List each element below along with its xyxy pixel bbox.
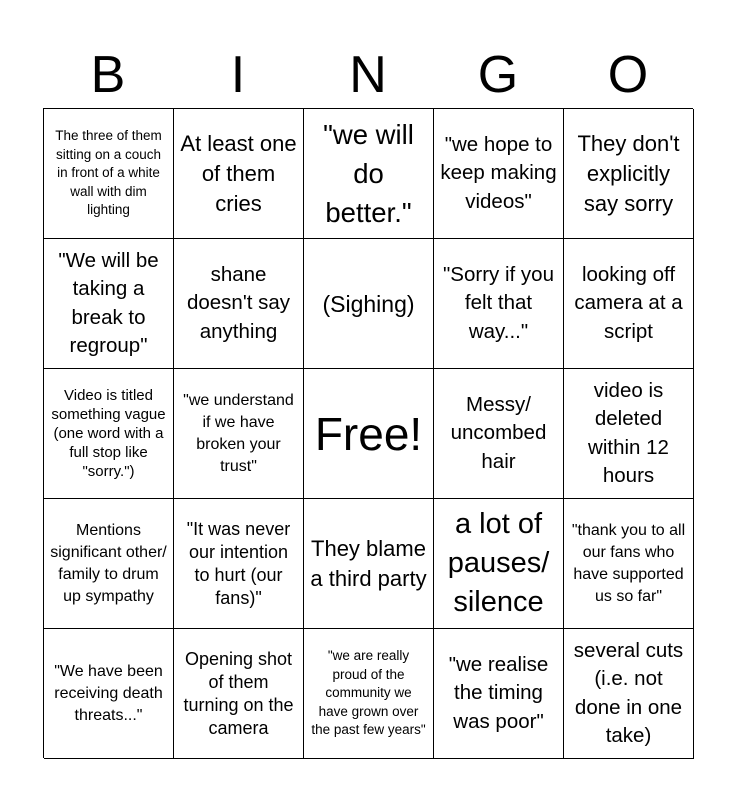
bingo-cell[interactable]: video is deleted within 12 hours bbox=[564, 369, 694, 499]
bingo-cell[interactable]: "we realise the timing was poor" bbox=[434, 629, 564, 759]
bingo-cell[interactable]: looking off camera at a script bbox=[564, 239, 694, 369]
header-letter-o: O bbox=[607, 46, 649, 104]
bingo-cell[interactable]: "Sorry if you felt that way..." bbox=[434, 239, 564, 369]
bingo-cell[interactable]: a lot of pauses/ silence bbox=[434, 499, 564, 629]
header-letter-g: G bbox=[477, 46, 519, 104]
bingo-cell[interactable]: They don't explicitly say sorry bbox=[564, 109, 694, 239]
bingo-cell[interactable]: Mentions significant other/ family to drum up sympathy bbox=[44, 499, 174, 629]
bingo-cell[interactable]: "we are really proud of the community we have grown over the past few years" bbox=[304, 629, 434, 759]
bingo-cell[interactable]: Messy/ uncombed hair bbox=[434, 369, 564, 499]
bingo-cell[interactable]: "thank you to all our fans who have supported us so far" bbox=[564, 499, 694, 629]
free-space-cell[interactable]: Free! bbox=[304, 369, 434, 499]
bingo-cell[interactable]: "we will do better." bbox=[304, 109, 434, 239]
header-letter-n: N bbox=[349, 46, 387, 104]
bingo-cell[interactable]: "we understand if we have broken your trust" bbox=[174, 369, 304, 499]
bingo-cell[interactable]: Video is titled something vague (one word with a full stop like "sorry.") bbox=[44, 369, 174, 499]
bingo-cell[interactable]: "We will be taking a break to regroup" bbox=[44, 239, 174, 369]
bingo-cell[interactable]: They blame a third party bbox=[304, 499, 434, 629]
bingo-cell[interactable]: "We have been receiving death threats..." bbox=[44, 629, 174, 759]
header-letter-b: B bbox=[90, 46, 126, 104]
bingo-cell[interactable]: several cuts (i.e. not done in one take) bbox=[564, 629, 694, 759]
bingo-cell[interactable]: "It was never our intention to hurt (our fans)" bbox=[174, 499, 304, 629]
header-letter-i: I bbox=[230, 46, 246, 104]
bingo-grid bbox=[43, 108, 693, 758]
bingo-cell[interactable]: The three of them sitting on a couch in front of a white wall with dim lighting bbox=[44, 109, 174, 239]
bingo-cell[interactable]: shane doesn't say anything bbox=[174, 239, 304, 369]
bingo-cell[interactable]: At least one of them cries bbox=[174, 109, 304, 239]
bingo-cell[interactable]: "we hope to keep making videos" bbox=[434, 109, 564, 239]
bingo-cell[interactable]: (Sighing) bbox=[304, 239, 434, 369]
bingo-cell[interactable]: Opening shot of them turning on the camera bbox=[174, 629, 304, 759]
bingo-header bbox=[43, 40, 693, 110]
